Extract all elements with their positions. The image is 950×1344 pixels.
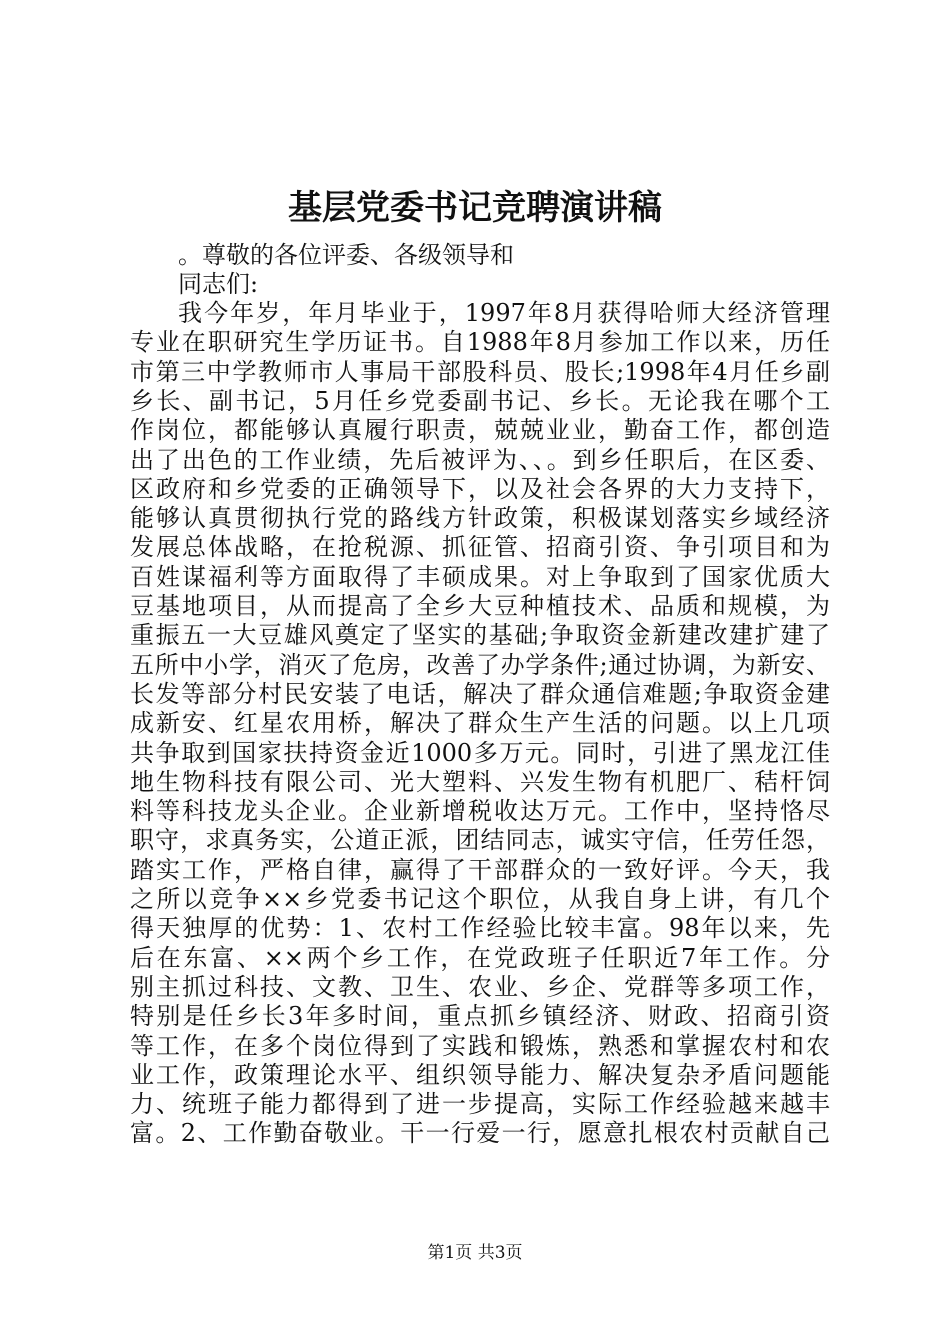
salutation-line: 同志们: <box>178 270 259 298</box>
body-line: 等工作，在多个岗位得到了实践和锻炼，熟悉和掌握农村和农 <box>130 1031 830 1060</box>
body-line: 特别是任乡长3年多时间，重点抓乡镇经济、财政、招商引资 <box>130 1002 830 1031</box>
body-line: 职守，求真务实，公道正派，团结同志，诚实守信，任劳任怨， <box>130 826 830 855</box>
body-line: 能够认真贯彻执行党的路线方针政策，积极谋划落实乡域经济 <box>130 504 830 533</box>
body-line: 专业在职研究生学历证书。自1988年8月参加工作以来，历任 <box>130 328 830 357</box>
body-line: 之所以竞争××乡党委书记这个职位，从我自身上讲，有几个 <box>130 885 830 913</box>
body-line: 得天独厚的优势：1、农村工作经验比较丰富。98年以来，先 <box>130 914 830 943</box>
document-title: 基层党委书记竞聘演讲稿 <box>288 188 662 228</box>
greeting-line: 。尊敬的各位评委、各级领导和 <box>178 241 514 269</box>
body-line: 别主抓过科技、文教、卫生、农业、乡企、党群等多项工作， <box>130 972 830 1001</box>
body-line: 业工作，政策理论水平、组织领导能力、解决复杂矛盾问题能 <box>130 1060 830 1089</box>
body-line: 料等科技龙头企业。企业新增税收达万元。工作中，坚持恪尽 <box>130 797 830 826</box>
body-line: 五所中小学，消灭了危房，改善了办学条件;通过协调，为新安、 <box>130 650 830 679</box>
body-line: 力、统班子能力都得到了进一步提高，实际工作经验越来越丰 <box>130 1090 830 1119</box>
body-line: 共争取到国家扶持资金近1000多万元。同时，引进了黑龙江佳 <box>130 738 830 767</box>
body-line: 作岗位，都能够认真履行职责，兢兢业业，勤奋工作，都创造 <box>130 416 830 445</box>
body-line: 成新安、红星农用桥，解决了群众生产生活的问题。以上几项 <box>130 709 830 738</box>
body-line: 后在东富、××两个乡工作，在党政班子任职近7年工作。分 <box>130 943 830 972</box>
body-line: 发展总体战略，在抢税源、抓征管、招商引资、争引项目和为 <box>130 533 830 562</box>
page-footer: 第1页 共3页 <box>427 1243 523 1263</box>
body-line: 地生物科技有限公司、光大塑料、兴发生物有机肥厂、秸杆饲 <box>130 767 830 796</box>
body-line: 市第三中学教师市人事局干部股科员、股长;1998年4月任乡副 <box>130 357 830 386</box>
body-line: 我今年岁，年月毕业于，1997年8月获得哈师大经济管理 <box>178 299 830 327</box>
body-line: 百姓谋福利等方面取得了丰硕成果。对上争取到了国家优质大 <box>130 562 830 591</box>
body-line: 豆基地项目，从而提高了全乡大豆种植技术、品质和规模，为 <box>130 592 830 620</box>
body-line: 富。2、工作勤奋敬业。干一行爱一行，愿意扎根农村贡献自己 <box>130 1119 830 1148</box>
body-line: 重振五一大豆雄风奠定了坚实的基础;争取资金新建改建扩建了 <box>130 621 830 650</box>
body-line: 乡长、副书记，5月任乡党委副书记、乡长。无论我在哪个工 <box>130 386 830 415</box>
body-line: 出了出色的工作业绩，先后被评为、、。到乡任职后，在区委、 <box>130 445 830 474</box>
body-line: 长发等部分村民安装了电话，解决了群众通信难题;争取资金建 <box>130 679 830 708</box>
body-line: 踏实工作，严格自律，赢得了干部群众的一致好评。今天，我 <box>130 855 830 884</box>
body-line: 区政府和乡党委的正确领导下，以及社会各界的大力支持下， <box>130 474 830 503</box>
